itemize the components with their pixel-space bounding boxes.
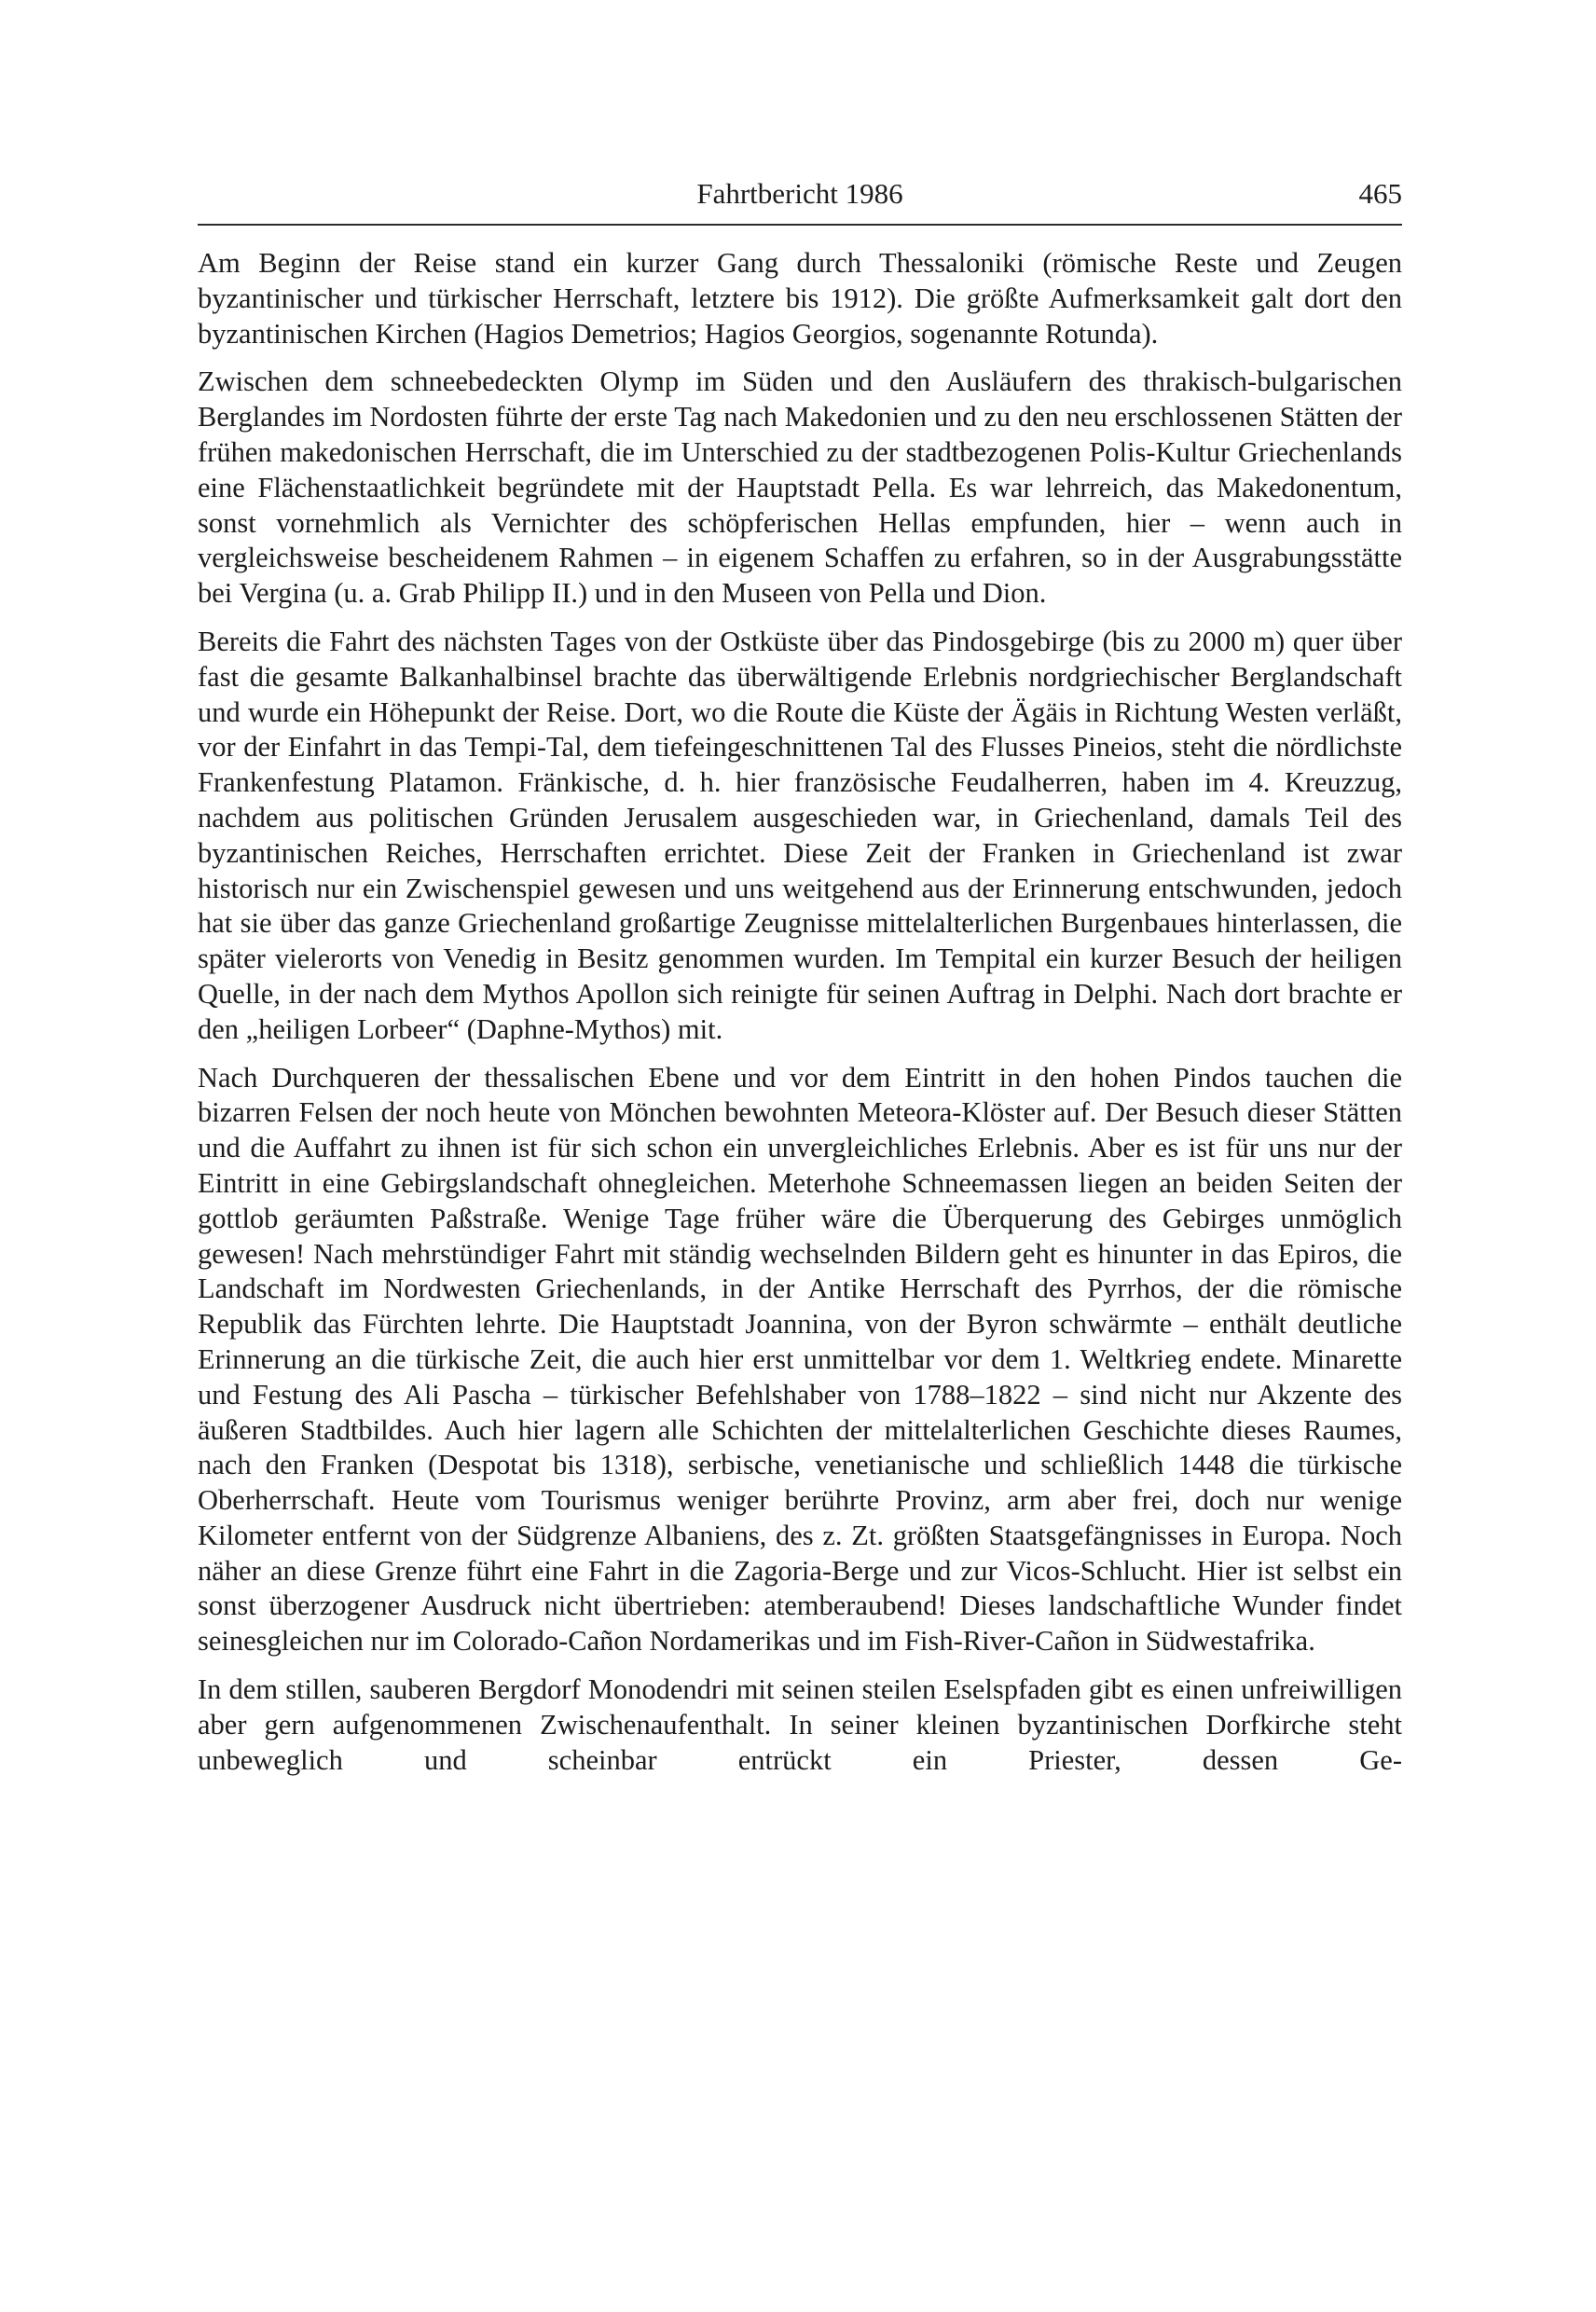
paragraph-thessaloniki: Am Beginn der Reise stand ein kurzer Gang durch Thessaloniki (römische Reste und Zeugen byzantinischer und türkischer Herrschaft, letztere bis 1912). Die größte Aufmerksamkeit galt dort den byzantinischen Kirchen (Hagios Demetrios; Hagios Georgios, sogenannte Rotunda). <box>198 247 1402 350</box>
body-text <box>198 246 1402 1778</box>
page <box>198 175 1402 1791</box>
page-number: 465 <box>1358 177 1402 210</box>
running-header <box>198 175 1402 226</box>
paragraph-makedonien: Zwischen dem schneebedeckten Olymp im Süden und den Ausläufern des thrakisch-bulgarischen Berglandes im Nordosten führte der erste Tag nach Makedonien und zu den neu erschlossenen Stätten der frühen makedonischen Herrschaft, die im Unterschied zu der stadtbezogenen Polis-Kultur Griechenlands eine Flächenstaatlichkeit begründete mit der Hauptstadt Pella. Es war lehrreich, das Makedonentum, sonst vornehmlich als Vernichter des schöpferischen Hellas empfunden, hier – wenn auch in vergleichsweise bescheidenem Rahmen – in eigenem Schaffen zu erfahren, so in der Ausgrabungsstätte bei Vergina (u. a. Grab Philipp II.) und in den Museen von Pella und Dion. <box>198 365 1402 610</box>
paragraph-monodendri: In dem stillen, sauberen Bergdorf Monodendri mit seinen steilen Eselspfaden gibt es einen unfreiwilligen aber gern aufgenommenen Zwischenaufenthalt. In seiner kleinen byzantinischen Dorfkirche steht unbeweglich und scheinbar entrückt ein Priester, dessen Ge- <box>198 1673 1402 1776</box>
paragraph-pindos-crossing: Bereits die Fahrt des nächsten Tages von der Ostküste über das Pindosgebirge (bis zu 2000 m) quer über fast die gesamte Balkanhalbinsel brachte das überwältigende Erlebnis nordgriechischer Berglandschaft und wurde ein Höhepunkt der Reise. Dort, wo die Route die Küste der Ägäis in Richtung Westen verläßt, vor der Einfahrt in das Tempi-Tal, dem tiefeingeschnittenen Tal des Flusses Pineios, steht die nördlichste Frankenfestung Platamon. Fränkische, d. h. hier französische Feudalherren, haben im 4. Kreuzzug, nachdem aus politischen Gründen Jerusalem ausgeschieden war, in Griechenland, damals Teil des byzantinischen Reiches, Herrschaften errichtet. Diese Zeit der Franken in Griechenland ist zwar historisch nur ein Zwischenspiel gewesen und uns weitgehend aus der Erinnerung entschwunden, jedoch hat sie über das ganze Griechenland großartige Zeugnisse mittelalterlichen Burgenbaues hinterlassen, die später vielerorts von Venedig in Besitz genommen wurden. Im Tempital ein kurzer Besuch der heiligen Quelle, in der nach dem Mythos Apollon sich reinigte für seinen Auftrag in Delphi. Nach dort brachte er den „heiligen Lorbeer“ (Daphne-Mythos) mit. <box>198 625 1402 1045</box>
running-title: Fahrtbericht 1986 <box>696 177 903 210</box>
paragraph-meteora-epiros: Nach Durchqueren der thessalischen Ebene und vor dem Eintritt in den hohen Pindos tauchen die bizarren Felsen der noch heute von Mönchen bewohnten Meteora-Klöster auf. Der Besuch dieser Stätten und die Auffahrt zu ihnen ist für sich schon ein unvergleichliches Erlebnis. Aber es ist für uns nur der Eintritt in eine Gebirgslandschaft ohnegleichen. Meterhohe Schneemassen liegen an beiden Seiten der gottlob geräumten Paßstraße. Wenige Tage früher wäre die Überquerung des Gebirges unmöglich gewesen! Nach mehrstündiger Fahrt mit ständig wechselnden Bildern geht es hinunter in das Epiros, die Landschaft im Nordwesten Griechenlands, in der Antike Herrschaft des Pyrrhos, der die römische Republik das Fürchten lehrte. Die Hauptstadt Joannina, von der Byron schwärmte – enthält deutliche Erinnerung an die türkische Zeit, die auch hier erst unmittelbar vor dem 1. Weltkrieg endete. Minarette und Festung des Ali Pascha – türkischer Befehlshaber von 1788–1822 – sind nicht nur Akzente des äußeren Stadtbildes. Auch hier lagern alle Schichten der mittelalterlichen Geschichte dieses Raumes, nach den Franken (Despotat bis 1318), serbische, venetianische und schließlich 1448 die türkische Oberherrschaft. Heute vom Tourismus weniger berührte Provinz, arm aber frei, doch nur wenige Kilometer entfernt von der Südgrenze Albaniens, des z. Zt. größten Staatsgefängnisses in Europa. Noch näher an diese Grenze führt eine Fahrt in die Zagoria-Berge und zur Vicos-Schlucht. Hier ist selbst ein sonst überzogener Ausdruck nicht übertrieben: atemberaubend! Dieses landschaftliche Wunder findet seinesgleichen nur im Colorado-Cañon Nordamerikas und im Fish-River-Cañon in Südwestafrika. <box>198 1061 1402 1658</box>
